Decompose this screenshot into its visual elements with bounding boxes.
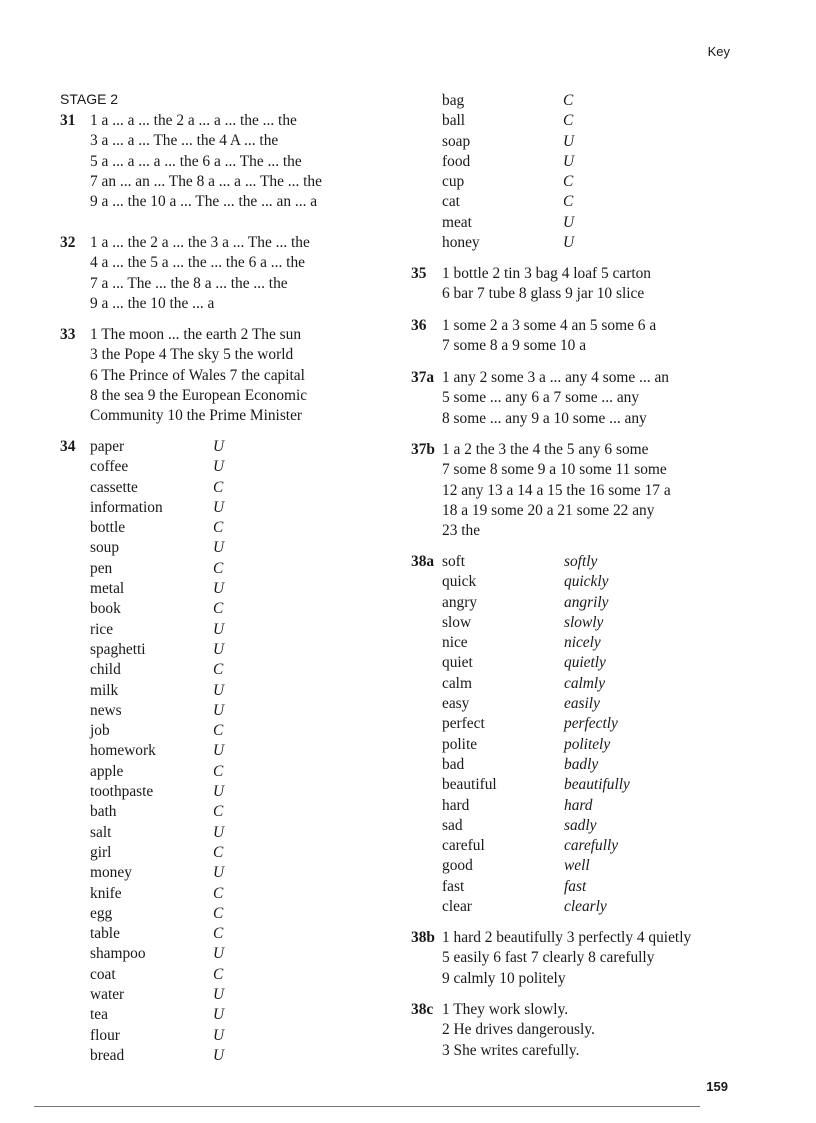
- countability-mark: U: [213, 681, 225, 699]
- table-row: [90, 599, 260, 619]
- adjective-word: clear: [442, 898, 472, 916]
- table-row: [442, 653, 702, 673]
- table-row: [90, 782, 260, 802]
- adverb-word: perfectly: [564, 715, 618, 733]
- table-row: [90, 802, 260, 822]
- noun-word: honey: [442, 234, 480, 252]
- table-row: [90, 823, 260, 843]
- table-row: [90, 965, 260, 985]
- noun-word: egg: [90, 904, 113, 922]
- noun-word: milk: [90, 681, 119, 699]
- answer-line: Community 10 the Prime Minister: [90, 407, 303, 425]
- answer-line: 7 some 8 a 9 some 10 a: [442, 337, 587, 355]
- adjective-word: beautiful: [442, 776, 497, 794]
- countability-mark: C: [213, 559, 224, 577]
- answer-line: 1 a 2 the 3 the 4 the 5 any 6 some: [442, 441, 649, 458]
- noun-word: meat: [442, 213, 472, 231]
- table-row: [90, 701, 260, 721]
- table-row: [90, 1005, 260, 1025]
- adjective-word: hard: [442, 796, 470, 814]
- noun-word: child: [90, 661, 121, 679]
- countability-mark: C: [213, 904, 224, 922]
- adverb-word: sadly: [564, 816, 597, 834]
- table-row: [90, 518, 260, 538]
- noun-word: spaghetti: [90, 640, 146, 658]
- adjective-word: quiet: [442, 654, 473, 672]
- table-row: [442, 897, 702, 917]
- noun-word: information: [90, 498, 163, 516]
- countability-mark: C: [213, 803, 224, 821]
- exercise-number: 36: [411, 317, 427, 334]
- table-row: [90, 863, 260, 883]
- adverb-word: politely: [564, 735, 611, 753]
- answer-line: 6 The Prince of Wales 7 the capital: [90, 366, 305, 384]
- adjective-word: bad: [442, 755, 465, 773]
- table-row: [442, 674, 702, 694]
- adverb-word: badly: [564, 755, 599, 773]
- answer-line: 2 He drives dangerously.: [442, 1021, 595, 1039]
- countability-mark: U: [213, 620, 225, 638]
- footer-rule: [34, 1106, 700, 1107]
- countability-mark: U: [213, 438, 225, 455]
- noun-word: cat: [442, 193, 460, 211]
- table-row: [90, 843, 260, 863]
- noun-word: ball: [442, 112, 466, 130]
- countability-mark: C: [213, 478, 224, 496]
- countability-mark: U: [563, 132, 575, 150]
- noun-word: tea: [90, 1006, 108, 1024]
- table-row: [90, 660, 260, 680]
- table-row: [442, 552, 702, 572]
- exercise-number: 34: [60, 438, 76, 455]
- table-row: [442, 694, 702, 714]
- countability-mark: U: [563, 213, 575, 231]
- noun-word: water: [90, 986, 125, 1004]
- table-row: [442, 755, 702, 775]
- adjective-word: soft: [442, 553, 466, 570]
- table-row: [90, 640, 260, 660]
- exercise-number: 32: [60, 234, 76, 251]
- noun-word: book: [90, 600, 121, 618]
- answer-line: 8 some ... any 9 a 10 some ... any: [442, 409, 647, 427]
- table-row: [442, 836, 702, 856]
- noun-word: metal: [90, 580, 125, 598]
- adverb-word: beautifully: [564, 776, 630, 794]
- adverb-word: hard: [564, 796, 593, 814]
- answer-line: 8 the sea 9 the European Economic: [90, 386, 308, 404]
- table-row: [90, 904, 260, 924]
- answer-line: 3 a ... a ... The ... the 4 A ... the: [90, 132, 279, 150]
- countability-mark: C: [213, 843, 224, 861]
- countability-mark: C: [213, 661, 224, 679]
- answer-line: 1 a ... the 2 a ... the 3 a ... The ... the: [90, 234, 310, 251]
- noun-word: bread: [90, 1046, 125, 1064]
- countability-mark: U: [213, 945, 225, 963]
- noun-word: knife: [90, 884, 122, 902]
- countability-mark: C: [213, 600, 224, 618]
- noun-word: girl: [90, 843, 112, 861]
- adjective-word: calm: [442, 674, 472, 692]
- countability-mark: C: [213, 925, 224, 943]
- table-row: [90, 985, 260, 1005]
- countability-mark: U: [213, 986, 225, 1004]
- countability-mark: C: [563, 173, 574, 191]
- adjective-word: perfect: [442, 715, 485, 733]
- table-row: [90, 762, 260, 782]
- adjective-word: quick: [442, 573, 477, 591]
- adverb-word: well: [564, 857, 590, 875]
- noun-word: cassette: [90, 478, 138, 496]
- noun-word: apple: [90, 762, 124, 780]
- noun-word: paper: [90, 438, 125, 455]
- answer-line: 9 a ... the 10 a ... The ... the ... an ... a: [90, 193, 318, 211]
- answer-line: 1 They work slowly.: [442, 1001, 569, 1018]
- countability-mark: C: [213, 722, 224, 740]
- answer-line: 1 some 2 a 3 some 4 an 5 some 6 a: [442, 317, 657, 334]
- answer-line: 3 She writes carefully.: [442, 1041, 580, 1059]
- noun-word: cup: [442, 173, 465, 191]
- answer-line: 5 a ... a ... a ... the 6 a ... The ... the: [90, 152, 302, 170]
- noun-word: toothpaste: [90, 783, 154, 801]
- noun-word: flour: [90, 1026, 120, 1044]
- table-row: [90, 721, 260, 741]
- answer-line: 18 a 19 some 20 a 21 some 22 any: [442, 501, 655, 519]
- answer-line: 3 the Pope 4 The sky 5 the world: [90, 346, 294, 364]
- noun-word: bath: [90, 803, 117, 821]
- adjective-word: nice: [442, 634, 468, 652]
- answer-line: 1 hard 2 beautifully 3 perfectly 4 quietly: [442, 929, 692, 946]
- noun-word: bottle: [90, 519, 126, 537]
- table-row: [90, 1046, 260, 1066]
- table-row: [90, 884, 260, 904]
- adjective-word: good: [442, 857, 473, 875]
- answer-line: 1 bottle 2 tin 3 bag 4 loaf 5 carton: [442, 265, 652, 282]
- adverb-word: easily: [564, 695, 600, 713]
- countability-mark: U: [563, 152, 575, 170]
- table-row: [90, 498, 260, 518]
- adverb-word: carefully: [564, 837, 619, 855]
- noun-word: homework: [90, 742, 156, 760]
- noun-word: job: [90, 722, 110, 740]
- countability-mark: U: [213, 823, 225, 841]
- answer-line: 5 easily 6 fast 7 clearly 8 carefully: [442, 949, 655, 967]
- table-row: [90, 457, 260, 477]
- noun-word: coffee: [90, 458, 129, 476]
- table-row: [442, 775, 702, 795]
- countability-mark: U: [213, 1046, 225, 1064]
- table-row: [90, 1026, 260, 1046]
- exercise-number: 38c: [411, 1001, 434, 1018]
- table-row: [90, 741, 260, 761]
- countability-mark: U: [563, 234, 575, 252]
- table-row: [90, 559, 260, 579]
- noun-word: coat: [90, 965, 116, 983]
- countability-mark: U: [213, 1006, 225, 1024]
- adjective-word: easy: [442, 695, 470, 713]
- countability-mark: U: [213, 701, 225, 719]
- adverb-word: angrily: [564, 593, 609, 611]
- adjective-word: sad: [442, 816, 463, 834]
- answer-line: 1 a ... a ... the 2 a ... a ... the ... the: [90, 112, 297, 129]
- table-row: [90, 620, 260, 640]
- table-row: [90, 944, 260, 964]
- adverb-word: quietly: [564, 654, 606, 672]
- countability-mark: C: [563, 193, 574, 211]
- table-row: [442, 877, 702, 897]
- exercise-number: 37b: [411, 441, 435, 458]
- exercise-number: 33: [60, 326, 76, 343]
- exercise-number: 31: [60, 112, 76, 129]
- countability-mark: U: [213, 498, 225, 516]
- adjective-word: careful: [442, 837, 485, 855]
- adjective-word: angry: [442, 593, 478, 611]
- table-row: [90, 538, 260, 558]
- adjective-word: polite: [442, 735, 478, 753]
- noun-word: food: [442, 152, 471, 170]
- table-row: [442, 735, 702, 755]
- countability-mark: U: [213, 458, 225, 476]
- exercise-number: 35: [411, 265, 427, 282]
- adverb-word: fast: [564, 877, 587, 895]
- table-row: [442, 816, 702, 836]
- noun-word: soap: [442, 132, 471, 150]
- table-row: [90, 478, 260, 498]
- adverb-word: nicely: [564, 634, 601, 652]
- countability-mark: U: [213, 640, 225, 658]
- noun-word: pen: [90, 559, 113, 577]
- countability-mark: C: [213, 965, 224, 983]
- adverb-word: quickly: [564, 573, 609, 591]
- noun-word: salt: [90, 823, 112, 841]
- noun-word: shampoo: [90, 945, 146, 963]
- adverb-word: slowly: [564, 613, 604, 631]
- countability-mark: C: [563, 112, 574, 130]
- noun-word: table: [90, 925, 120, 943]
- noun-word: news: [90, 701, 122, 719]
- answer-line: 1 The moon ... the earth 2 The sun: [90, 326, 302, 343]
- answer-line: 7 some 8 some 9 a 10 some 11 some: [442, 461, 667, 479]
- answer-line: 7 a ... The ... the 8 a ... the ... the: [90, 274, 288, 292]
- noun-word: bag: [442, 92, 465, 109]
- answer-line: 12 any 13 a 14 a 15 the 16 some 17 a: [442, 481, 671, 499]
- countability-mark: U: [213, 580, 225, 598]
- table-row: [442, 572, 702, 592]
- table-row: [442, 796, 702, 816]
- table-row: [442, 856, 702, 876]
- answer-line: 9 a ... the 10 the ... a: [90, 294, 215, 312]
- noun-word: rice: [90, 620, 114, 638]
- stage-title: STAGE 2: [60, 91, 119, 107]
- adjective-word: fast: [442, 877, 465, 895]
- countability-mark: U: [213, 742, 225, 760]
- table-row: [90, 681, 260, 701]
- countability-mark: C: [563, 92, 574, 109]
- exercise-number: 38b: [411, 929, 435, 946]
- adjective-word: slow: [442, 613, 472, 631]
- countability-mark: C: [213, 884, 224, 902]
- exercise-number: 37a: [411, 369, 435, 386]
- page-header-key: Key: [707, 44, 730, 59]
- exercise-number: 38a: [411, 553, 435, 570]
- answer-line: 4 a ... the 5 a ... the ... the 6 a ... the: [90, 254, 305, 272]
- countability-mark: U: [213, 783, 225, 801]
- answer-line: 9 calmly 10 politely: [442, 969, 566, 987]
- countability-mark: U: [213, 864, 225, 882]
- table-row: [90, 924, 260, 944]
- answer-line: 7 an ... an ... The 8 a ... a ... The ... the: [90, 172, 322, 190]
- countability-mark: U: [213, 539, 225, 557]
- table-row: [442, 613, 702, 633]
- answer-line: 6 bar 7 tube 8 glass 9 jar 10 slice: [442, 285, 645, 303]
- answer-line: 1 any 2 some 3 a ... any 4 some ... an: [442, 369, 669, 386]
- table-row: [442, 714, 702, 734]
- adverb-word: calmly: [564, 674, 606, 692]
- countability-mark: U: [213, 1026, 225, 1044]
- noun-word: money: [90, 864, 132, 882]
- table-row: [442, 633, 702, 653]
- countability-mark: C: [213, 762, 224, 780]
- answer-line: 23 the: [442, 522, 481, 540]
- noun-word: soup: [90, 539, 120, 557]
- table-row: [442, 593, 702, 613]
- answer-line: 5 some ... any 6 a 7 some ... any: [442, 389, 640, 407]
- table-row: [90, 437, 260, 457]
- countability-mark: C: [213, 519, 224, 537]
- adverb-word: softly: [564, 553, 598, 570]
- table-row: [90, 579, 260, 599]
- adverb-word: clearly: [564, 898, 607, 916]
- page-number: 159: [706, 1079, 728, 1094]
